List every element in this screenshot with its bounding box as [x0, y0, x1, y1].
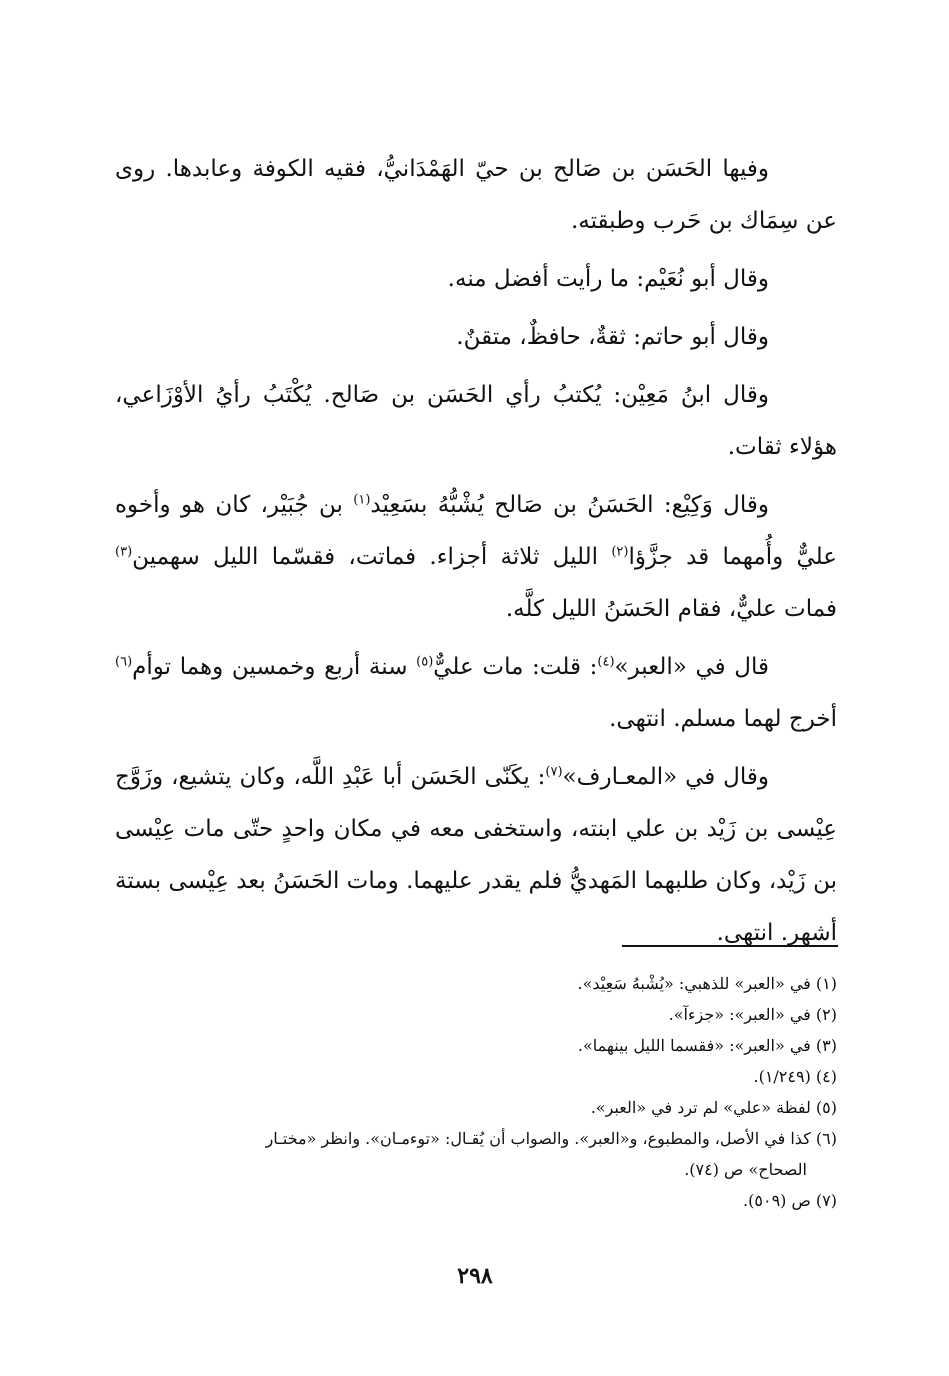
footnote-6-continuation: الصحاح» ص (٧٤).: [684, 1160, 807, 1179]
paragraph-6-part-c: سنة أربع وخمسين وهما توأم: [132, 654, 417, 680]
page-number: ٢٩٨: [457, 1263, 493, 1289]
footnote-4: (٤) (١/٢٤٩).: [753, 1067, 837, 1086]
paragraph-5-part-b: بن جُبَيْر، كان هو وأخوه عليٌّ وأُمهما قد جزَّؤا: [115, 492, 838, 570]
paragraph-5-part-d: فمات عليٌّ، فقام الحَسَنُ الليل كلَّه.: [505, 596, 837, 622]
footnote-ref-5: (٥): [416, 654, 434, 670]
paragraph-7-part-b: : يكَنّى الحَسَن أبا عَبْدِ اللَّه، وكان يتشيع، وزَوَّج عِيْسى بن زَيْد بن علي ابنته، واستخفى معه في مكان واحدٍ حتّى مات عِيْسى بن زَيْد، وكان طلبهما المَهديُّ فلم يقدر عليهما. ومات الحَسَنُ بعد عِيْسى بستة أشهر. انتهى.: [115, 764, 837, 946]
paragraph-5-part-c: الليل ثلاثة أجزاء. فماتت، فقسّما الليل سهمين: [132, 544, 612, 570]
footnote-ref-4: (٤): [597, 654, 615, 670]
footnote-6-continuation-row: [115, 1154, 837, 1185]
footnote-5: (٥) لفظة «علي» لم ترد في «العبر».: [590, 1098, 837, 1117]
paragraph-3: وقال أبو حاتم: ثقةٌ، حافظٌ، متقنٌ.: [456, 324, 769, 350]
footnote-7: (٧) ص (٥٠٩).: [743, 1191, 837, 1210]
paragraph-6: [115, 641, 837, 745]
paragraph-5: [115, 479, 837, 635]
footnote-ref-6: (٦): [115, 654, 133, 670]
paragraph-4: وقال ابنُ مَعِيْن: يُكتبُ رأي الحَسَن بن صَالح. يُكْتَبُ رأيُ الأوْزَاعي، هؤلاء ثقات.: [115, 382, 837, 460]
footnote-separator: [622, 945, 838, 947]
footnote-3: (٣) في «العبر»: «فقسما الليل بينهما».: [577, 1036, 837, 1055]
footnote-2: (٢) في «العبر»: «جزءآ».: [668, 1005, 837, 1024]
main-text: [115, 143, 837, 959]
paragraph-7: [115, 751, 837, 959]
paragraph-6-part-b: : قلت: مات عليٌّ: [433, 654, 598, 680]
footnote-ref-1: (١): [353, 492, 371, 508]
footnote-6: (٦) كذا في الأصل، والمطبوع، و«العبر». والصواب أن يُقـال: «توءمـان». وانظر «مختـار: [265, 1129, 837, 1148]
footnote-ref-2: (٢): [611, 544, 629, 560]
footnote-ref-7: (٧): [545, 764, 563, 780]
paragraph-6-part-d: أخرج لهما مسلم. انتهى.: [609, 706, 837, 732]
footnote-ref-3: (٣): [115, 544, 133, 560]
paragraph-2: وقال أبو نُعَيْم: ما رأيت أفضل منه.: [447, 266, 769, 292]
paragraph-7-part-a: وقال في «المعـارف»: [562, 764, 769, 790]
paragraph-1: وفيها الحَسَن بن صَالح بن حيّ الهَمْدَانيُّ، فقيه الكوفة وعابدها. روى عن سِمَاك بن حَرب وطبقته.: [115, 156, 837, 234]
paragraph-6-part-a: قال في «العبر»: [614, 654, 769, 680]
paragraph-5-part-a: وقال وَكِيْع: الحَسَنُ بن صَالح يُشْبُّهُ بسَعِيْد: [370, 492, 769, 518]
footnote-1: (١) في «العبر» للذهبي: «يُشْبهُ سَعِيْد».: [577, 974, 837, 993]
footnotes: [115, 968, 837, 1216]
